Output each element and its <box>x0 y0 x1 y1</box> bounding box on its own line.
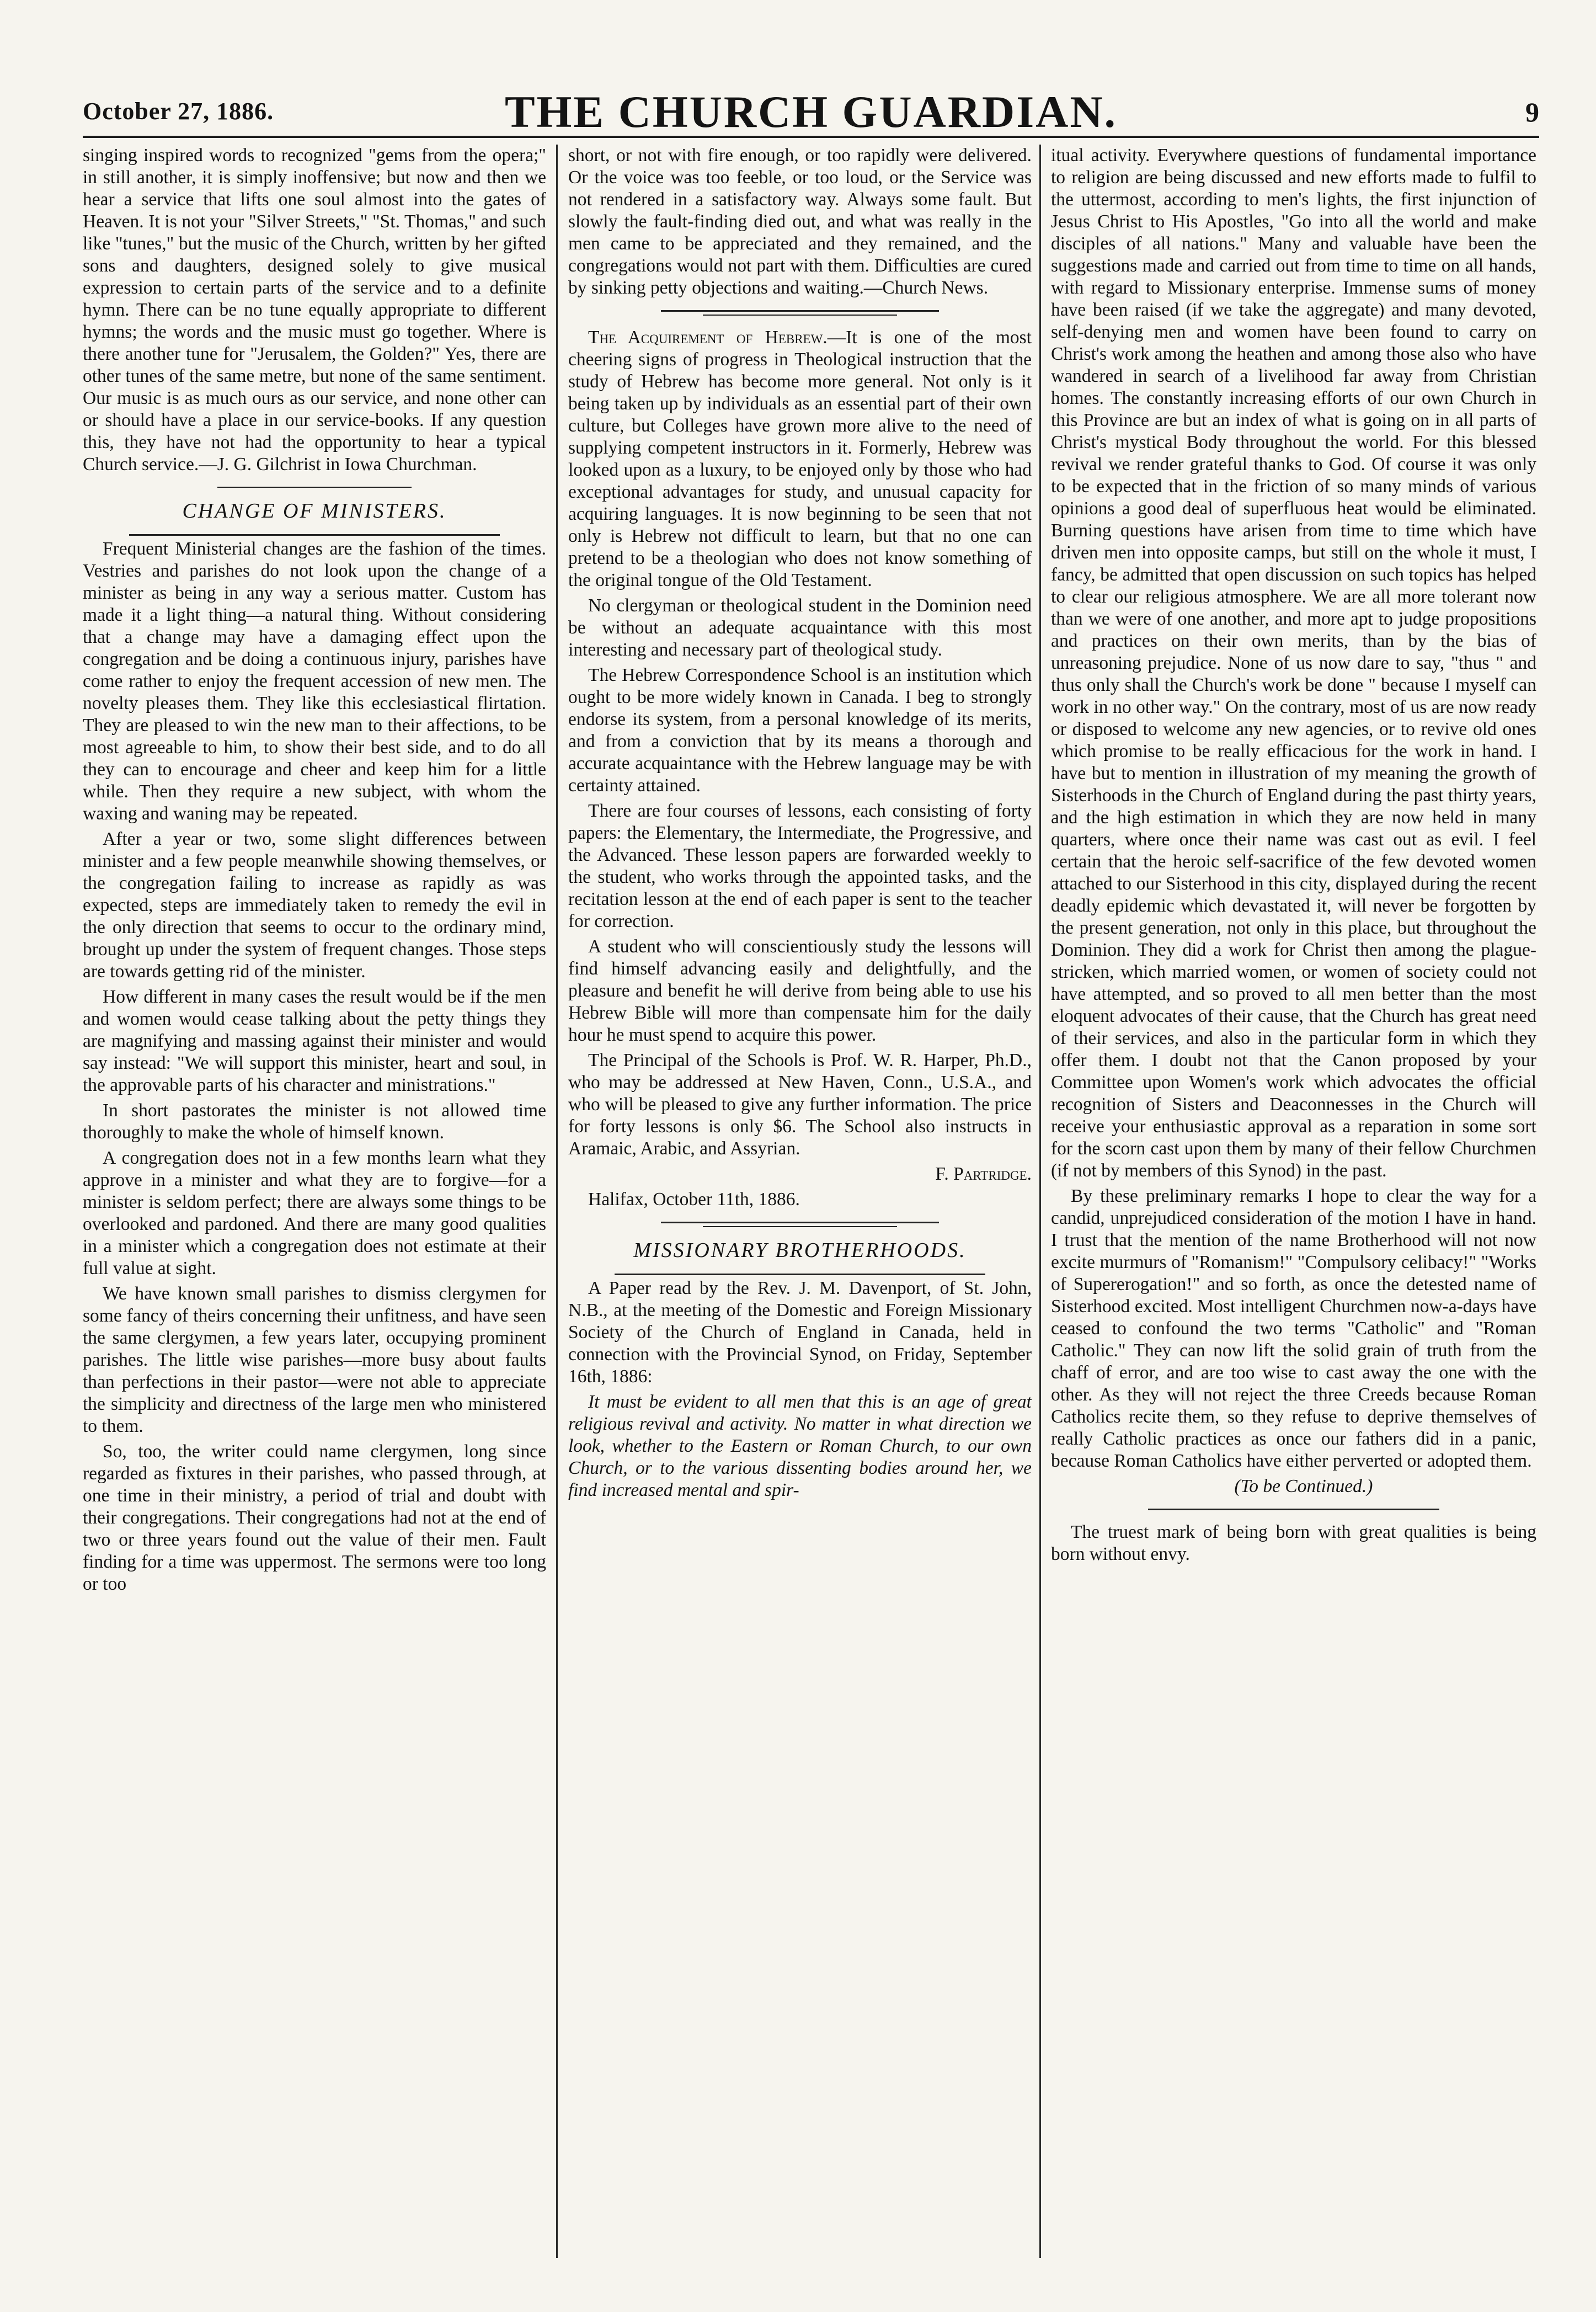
article-paragraph: The Principal of the Schools is Prof. W. R. Harper, Ph.D., who may be addressed at New Haven, Conn., U.S.A., and who will be pleased to give any further information. The price for forty lessons is only $6. The School also instructs in Aramaic, Arabic, and Assyrian. <box>568 1050 1032 1159</box>
article-paragraph: It must be evident to all men that this is an age of great religious revival and activity. No matter in what direction we look, whether to the Eastern or Roman Church, to our own Church, or to the various dissenting bodies around her, we find increased mental and spir- <box>568 1392 1032 1500</box>
article-paragraph: A Paper read by the Rev. J. M. Davenport, of St. John, N.B., at the meeting of the Domestic and Foreign Missionary Society of the Church of England in Canada, held in connection with the Provincial Synod, on Friday, September 16th, 1886: <box>568 1278 1032 1387</box>
article-heading-missionary-brotherhoods: MISSIONARY BROTHERHOODS. <box>633 1239 967 1262</box>
article-paragraph: By these preliminary remarks I hope to clear the way for a candid, unprejudiced consideration of the motion I have in hand. I trust that the mention of the name Brotherhood will not now excite murmurs of "Romanism!" "Compulsory celibacy!" "Works of Supererogation!" and so forth, as once the detested name of Sisterhood excited. Most intelligent Churchmen now-a-days have ceased to confound the two terms "Catholic" and "Roman Catholic." They can now lift the solid grain of truth from the chaff of error, and are too wise to cast away the one with the other. As they will not reject the three Creeds because Roman Catholics recite them, so they refuse to deprive themselves of really Catholic practices as once our fathers did in a panic, because Roman Catholics have either perverted or adopted them. <box>1051 1186 1536 1471</box>
newspaper-title: THE CHURCH GUARDIAN. <box>504 87 1118 137</box>
column-3 <box>1051 145 1536 2263</box>
masthead <box>83 83 1539 138</box>
article-paragraph: Frequent Ministerial changes are the fashion of the times. Vestries and parishes do not look upon the change of a minister as being in any way a serious matter. Custom has made it a light thing—a natural thing. Without considering that a change may have a damaging effect upon the congregation and be doing a continuous injury, parishes have come rather to enjoy the frequent accession of new men. The novelty pleases them. They like this ecclesiastical flirtation. They are pleased to win the new man to their affections, to be most agreeable to him, to show their best side, and to do all they can to encourage and cheer and keep him for a little while. Then they require a new subject, with whom the waxing and waning may be repeated. <box>83 539 546 824</box>
author-signature: F. Partridge. <box>935 1164 1032 1184</box>
article-paragraph: A congregation does not in a few months learn what they approve in a minister and what they are to forgive—for a minister is seldom perfect; there are always some things to be overlooked and pardoned. And there are many good qualities in a minister which a congregation does not estimate at their full value at sight. <box>83 1148 546 1278</box>
article-paragraph: In short pastorates the minister is not allowed time thoroughly to make the whole of himself known. <box>83 1100 546 1143</box>
article-paragraph: A student who will conscientiously study the lessons will find himself advancing easily and delightfully, and the pleasure and benefit he will derive from being able to use his Hebrew Bible will more than compensate him for the daily hour he must spend to acquire this power. <box>568 936 1032 1045</box>
article-lead-title: The Acquirement of Hebrew. <box>588 327 828 348</box>
section-separator <box>1148 1509 1439 1510</box>
article-paragraph: How different in many cases the result would be if the men and women would cease talking about the petty things they are magnifying and massing against their minister and would say instead: "We will support this minister, heart and soul, in the approvable parts of his character and ministrations." <box>83 987 546 1095</box>
heading-underline <box>615 1274 985 1275</box>
article-paragraph: itual activity. Everywhere questions of fundamental importance to religion are being discussed and new efforts made to fulfil to the uttermost, according to men's lights, the first injunction of Jesus Christ to His Apostles, "Go into all the world and make disciples of all nations." Many and valuable have been the suggestions made and carried out from time to time on all hands, with regard to Missionary enterprise. Immense sums of money have been raised (if we take the aggregate) and many devoted, self-denying men and women have been found to carry on Christ's work among the heathen and among those also who have wandered in search of a livelihood far away from Christian homes. The constantly increasing efforts of our own Church in this Province are but an index of what is going on in all parts of Christ's mystical Body throughout the world. For this blessed revival we render grateful thanks to God. Of course it was only to be expected that in the friction of so many minds of various opinions a good deal of superfluous heat would be eliminated. Burning questions have arisen from time to time which have driven men into opposite camps, but still on the whole it must, I fancy, be admitted that open discussion on such topics has helped to clear our religious atmosphere. We are all more tolerant now than we were of one another, and more apt to judge propositions and practices on their own merits, than by the bias of unreasoning prejudice. None of us now dare to say, "thus " and thus only shall the Church's work be done " because I myself can work in no other way." On the contrary, most of us are now ready or disposed to welcome any new agencies, or to revive old ones which promise to be really efficacious for the work in hand. I have but to mention in illustration of my meaning the growth of Sisterhoods in the Church of England during the past thirty years, and the high estimation in which they are now held in many quarters, where once their name was cast out as evil. I feel certain that the heroic self-sacrifice of the few devoted women attached to our Sisterhood in this city, displayed during the recent deadly epidemic which devastated it, will never be forgotten by the present generation, not only in this place, but throughout the Dominion. They did a work for Christ then among the plague-stricken, which married women, or women of society could not have attempted, and so proved to all men better than the most eloquent advocates of their cause, that the Church has great need of their services, and also in the particular form in which they offer them. I doubt not that the Canon proposed by your Committee upon Women's work which advocates the official recognition of Sisters and Deaconnesses in the Church will receive your enthusiastic approval as a reparation in some sort for the scorn cast upon them by many of their fellow Churchmen (if not by members of this Synod) in the past. <box>1051 145 1536 1181</box>
article-lead-text: —It is one of the most cheering signs of progress in Theological instruction that the study of Hebrew has become more general. Not only is it being taken up by individuals as an essential part of their own culture, but Colleges have grown more alive to the need of supplying competent instructors in it. Formerly, Hebrew was looked upon as a luxury, to be enjoyed only by those who had exceptional advantages for study, and unusual capacity for acquiring languages. It is now beginning to be seen that not only is Hebrew not difficult to learn, but that no one can pretend to be a theologian who does not know something of the original tongue of the Old Testament. <box>568 327 1032 590</box>
section-separator <box>661 1222 939 1227</box>
to-be-continued: (To be Continued.) <box>1234 1476 1373 1496</box>
article-paragraph: The Hebrew Correspondence School is an institution which ought to be more widely known in Canada. I beg to strongly endorse its system, from a personal knowledge of its merits, and from a conviction that by its means a thorough and accurate acquaintance with the Hebrew language may be with certainty attained. <box>568 665 1032 796</box>
article-paragraph: The truest mark of being born with great qualities is being born without envy. <box>1051 1522 1536 1564</box>
article-paragraph: singing inspired words to recognized "gems from the opera;" in still another, it is simply inoffensive; but now and then we hear a service that lifts one soul almost into the gates of Heaven. It is not your "Silver Streets," "St. Thomas," and such like "tunes," but the music of the Church, written by her gifted sons and daughters, designed solely to give musical expression to certain parts of the service and to a definite hymn. There can be no tune equally appropriate to different hymns; the words and the music must go together. Where is there another tune for "Jerusalem, the Golden?" Yes, there are other tunes of the same metre, but none of the same sentiment. Our music is as much ours as our service, and none other can or should have a place in our service-books. If any question this, they have not had the opportunity to hear a typical Church service.—J. G. Gilchrist in Iowa Churchman. <box>83 145 546 475</box>
article-paragraph: No clergyman or theological student in the Dominion need be without an adequate acquaintance with this most interesting and necessary part of theological study. <box>568 595 1032 660</box>
issue-date: October 27, 1886. <box>83 98 274 125</box>
column-2 <box>568 145 1032 2263</box>
section-separator <box>175 487 453 488</box>
heading-underline <box>129 534 500 536</box>
article-paragraph: After a year or two, some slight differences between minister and a few people meanwhile showing themselves, or the congregation failing to increase as rapidly as was expected, steps are immediately taken to remedy the evil in the only direction that seems to occur to the ordinary mind, brought up under the system of frequent changes. Those steps are towards getting rid of the minister. <box>83 829 546 982</box>
column-1 <box>83 145 546 2263</box>
column-divider-2 <box>1039 145 1041 2258</box>
column-divider-1 <box>556 145 558 2258</box>
article-paragraph: So, too, the writer could name clergymen, long since regarded as fixtures in their parishes, who passed through, at one time in their ministry, a period of trial and doubt with their congregations. Their congregations had not at the end of two or three years found out the value of their men. Fault finding for a time was uppermost. The sermons were too long or too <box>83 1441 546 1594</box>
article-paragraph: There are four courses of lessons, each consisting of forty papers: the Elementary, the Intermediate, the Progressive, and the Advanced. These lesson papers are forwarded weekly to the student, who works through the appointed tasks, and the recitation lesson at the end of each paper is sent to the teacher for correction. <box>568 801 1032 931</box>
article-paragraph: We have known small parishes to dismiss clergymen for some fancy of theirs concerning their unfitness, and have seen the same clergymen, a few years later, occupying prominent parishes. The little wise parishes—more busy about faults than perfections in their pastor—were not able to appreciate the simplicity and directness of the large men who ministered to them. <box>83 1283 546 1436</box>
article-paragraph: short, or not with fire enough, or too rapidly were delivered. Or the voice was too feeble, or too loud, or the Service was not rendered in a satisfactory way. Always some fault. But slowly the fault-finding died out, and what was really in the men came to be appreciated and they remained, and the congregations would not part with them. Difficulties are cured by sinking petty objections and waiting.—Church News. <box>568 145 1032 298</box>
dateline: Halifax, October 11th, 1886. <box>588 1189 800 1210</box>
article-heading-change-of-ministers: CHANGE OF MINISTERS. <box>182 499 447 523</box>
section-separator <box>661 310 939 316</box>
article-paragraph-hebrew <box>568 327 1032 592</box>
page-number: 9 <box>1525 97 1539 127</box>
